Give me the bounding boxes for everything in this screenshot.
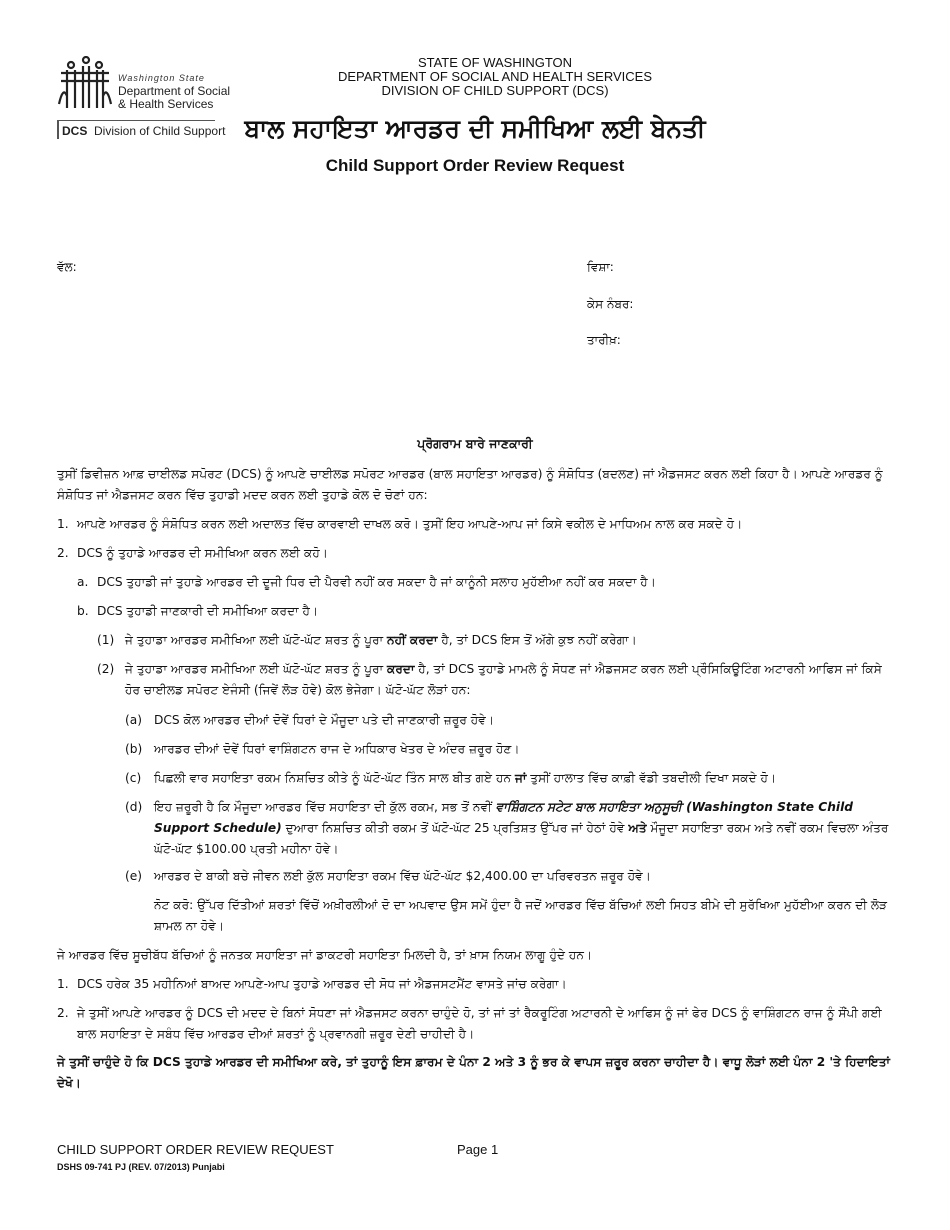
sub-text-bold: ਨਹੀਂ ਕਰਦਾ: [387, 633, 438, 647]
list-number: 1.: [57, 977, 69, 991]
req-item-b: [125, 739, 893, 760]
sub-number: (1): [97, 633, 115, 647]
sub-number: (2): [97, 662, 115, 676]
list-number: 2.: [57, 546, 69, 560]
req-item-a: [125, 710, 893, 731]
list-item-1: [57, 514, 893, 535]
intro-paragraph: ਤੁਸੀਂ ਡਿਵੀਜ਼ਨ ਆਫ਼ ਚਾਈਲਡ ਸਪੋਰਟ (DCS) ਨੂੰ ਆਪਣੇ ਚਾਈਲਡ ਸਪੋਰਟ ਆਰਡਰ (ਬਾਲ ਸਹਾਇਤਾ ਆਰਡਰ) ਨੂੰ ਸੰਸ਼ੋਧਿਤ (ਬਦਲਣ) ਜਾਂ ਐਡਜਸਟ ਕਰਨ ਲਈ ਕਿਹਾ ਹੈ। ਆਪਣੇ ਆਰਡਰ ਨੂੰ ਸੰਸ਼ੋਧਿਤ ਜਾਂ ਐਡਜਸਟ ਕਰਨ ਵਿੱਚ ਤੁਹਾਡੀ ਮਦਦ ਕਰਨ ਲਈ ਤੁਹਾਡੇ ਕੋਲ ਦੋ ਚੋਣਾਂ ਹਨ:: [57, 467, 883, 502]
req-text-post: ਤੁਸੀਂ ਹਾਲਾਤ ਵਿੱਚ ਕਾਫ਼ੀ ਵੱਡੀ ਤਬਦੀਲੀ ਦਿਖਾ ਸਕਦੇ ਹੋ।: [526, 771, 777, 785]
req-item-d: [125, 797, 893, 860]
footer-page-number: Page 1: [457, 1142, 499, 1157]
sub-text-pre: ਜੇ ਤੁਹਾਡਾ ਆਰਡਰ ਸਮੀਖਿਆ ਲਈ ਘੱਟੋ-ਘੱਟ ਸ਼ਰਤ ਨੂੰ ਪੂਰਾ: [125, 662, 388, 676]
footer-form-id: DSHS 09-741 PJ (REV. 07/2013) Punjabi: [57, 1162, 225, 1172]
list-text: ਆਪਣੇ ਆਰਡਰ ਨੂੰ ਸੰਸ਼ੋਧਿਤ ਕਰਨ ਲਈ ਅਦਾਲਤ ਵਿੱਚ ਕਾਰਵਾਈ ਦਾਖਲ ਕਰੋ। ਤੁਸੀਂ ਇਹ ਆਪਣੇ-ਆਪ ਜਾਂ ਕਿਸੇ ਵਕੀਲ ਦੇ ਮਾਧਿਅਮ ਨਾਲ ਕਰ ਸਕਦੇ ਹੋ।: [77, 517, 743, 531]
req-item-e: [125, 866, 893, 887]
req-letter: (e): [125, 869, 143, 883]
req-text: [154, 797, 893, 860]
logo-divider: [57, 120, 215, 121]
logo-dept-line2: & Health Services: [118, 97, 214, 111]
sub-text-post: ਹੈ, ਤਾਂ DCS ਤੁਹਾਡੇ ਮਾਮਲੇ ਨੂੰ ਸੋਧਣ ਜਾਂ ਐਡਜਸਟ ਕਰਨ ਲਈ ਪ੍ਰੌਸਿਕਿਊਟਿੰਗ ਅਟਾਰਨੀ ਆਫਿਸ ਜਾਂ ਕਿਸੇ ਹੋਰ ਚਾਈਲਡ ਸਪੋਰਟ ਏਜੰਸੀ (ਜਿਵੇਂ ਲੋੜ ਹੋਵੇ) ਕੋਲ ਭੇਜੇਗਾ। ਘੱਟੋ-ਘੱਟ ਲੋੜਾਂ ਹਨ:: [125, 662, 882, 697]
list-text: DCS ਨੂੰ ਤੁਹਾਡੇ ਆਰਡਰ ਦੀ ਸਮੀਖਿਆ ਕਰਨ ਲਈ ਕਹੋ।: [77, 546, 329, 560]
req-item-c: [125, 768, 893, 789]
header-state: STATE OF WASHINGTON: [417, 55, 573, 70]
header-division: DIVISION OF CHILD SUPPORT (DCS): [381, 83, 609, 98]
req-text: DCS ਕੋਲ ਆਰਡਰ ਦੀਆਂ ਦੋਵੇਂ ਧਿਰਾਂ ਦੇ ਮੌਜੂਦਾ ਪਤੇ ਦੀ ਜਾਣਕਾਰੀ ਜ਼ਰੂਰ ਹੋਵੇ।: [154, 713, 495, 727]
list-letter: a.: [77, 575, 89, 589]
list-item-2: [57, 543, 893, 564]
sub-text-post: ਹੈ, ਤਾਂ DCS ਇਸ ਤੋਂ ਅੱਗੇ ਕੁਝ ਨਹੀਂ ਕਰੇਗਾ।: [437, 633, 637, 647]
list-letter: b.: [77, 604, 89, 618]
list-item-2b: [77, 601, 893, 622]
note-paragraph: ਨੋਟ ਕਰੋ: ਉੱਪਰ ਦਿੱਤੀਆਂ ਸ਼ਰਤਾਂ ਵਿੱਚੋਂ ਅਖ਼ੀਰਲੀਆਂ ਦੋ ਦਾ ਅਪਵਾਦ ਉਸ ਸਮੇਂ ਹੁੰਦਾ ਹੈ ਜਦੋਂ ਆਰਡਰ ਵਿੱਚ ਬੱਚਿਆਂ ਲਈ ਸਿਹਤ ਬੀਮੇ ਦੀ ਸੁਰੱਖਿਆ ਮੁਹੱਈਆ ਕਰਨ ਦੀ ਲੋੜ ਸ਼ਾਮਲ ਨਾ ਹੋਵੇ।: [154, 898, 888, 933]
list-number: 1.: [57, 517, 69, 531]
closing-instruction: ਜੇ ਤੁਸੀਂ ਚਾਹੁੰਦੇ ਹੋ ਕਿ DCS ਤੁਹਾਡੇ ਆਰਡਰ ਦੀ ਸਮੀਖਿਆ ਕਰੇ, ਤਾਂ ਤੁਹਾਨੂੰ ਇਸ ਫ਼ਾਰਮ ਦੇ ਪੰਨਾ 2 ਅਤੇ 3 ਨੂੰ ਭਰ ਕੇ ਵਾਪਸ ਜ਼ਰੂਰ ਕਰਨਾ ਚਾਹੀਦਾ ਹੈ। ਵਾਧੂ ਲੋੜਾਂ ਲਈ ਪੰਨਾ 2 'ਤੇ ਹਿਦਾਇਤਾਂ ਦੇਖੋ।: [57, 1055, 891, 1090]
rule-item-1: [57, 974, 893, 995]
sub-item-1: [97, 630, 893, 651]
list-item-2a: [77, 572, 893, 593]
footer-form-title: CHILD SUPPORT ORDER REVIEW REQUEST: [57, 1142, 334, 1157]
to-field-label: ਵੱਲ:: [57, 260, 77, 274]
req-text: ਆਰਡਰ ਦੀਆਂ ਦੋਵੇਂ ਧਿਰਾਂ ਵਾਸ਼ਿੰਗਟਨ ਰਾਜ ਦੇ ਅਧਿਕਾਰ ਖੇਤਰ ਦੇ ਅੰਦਰ ਜ਼ਰੂਰ ਹੋਣ।: [154, 742, 520, 756]
req-letter: (c): [125, 771, 142, 785]
header-department: DEPARTMENT OF SOCIAL AND HEALTH SERVICES: [338, 69, 652, 84]
program-info-heading: ਪ੍ਰੋਗਰਾਮ ਬਾਰੇ ਜਾਣਕਾਰੀ: [417, 436, 533, 451]
req-text-bold: ਜਾਂ: [514, 771, 527, 785]
date-field-label: ਤਾਰੀਖ਼:: [587, 333, 621, 347]
rule-item-2: [57, 1003, 893, 1045]
page-title-punjabi: ਬਾਲ ਸਹਾਇਤਾ ਆਰਡਰ ਦੀ ਸਮੀਖਿਆ ਲਈ ਬੇਨਤੀ: [244, 114, 706, 143]
logo-dcs-abbr: DCS: [62, 124, 88, 138]
req-letter: (b): [125, 742, 143, 756]
family-figures-icon: [59, 57, 111, 108]
req-text-bold-italic: ਵਾਸ਼ਿੰਗਟਨ ਸਟੇਟ ਬਾਲ ਸਹਾਇਤਾ ਅਨੁਸੂਚੀ (Washington State Child Support Schedule): [154, 800, 853, 835]
req-text-post: ਮੌਜੂਦਾ ਸਹਾਇਤਾ ਰਕਮ ਅਤੇ ਨਵੀਂ ਰਕਮ ਵਿਚਲਾ ਅੰਤਰ ਘੱਟੋ-ਘੱਟ $100.00 ਪ੍ਰਤੀ ਮਹੀਨਾ ਹੋਵੇ।: [154, 821, 889, 856]
logo-dept-line1: Department of Social: [118, 84, 231, 98]
assistance-paragraph: ਜੇ ਆਰਡਰ ਵਿੱਚ ਸੂਚੀਬੱਧ ਬੱਚਿਆਂ ਨੂੰ ਜਨਤਕ ਸਹਾਇਤਾ ਜਾਂ ਡਾਕਟਰੀ ਸਹਾਇਤਾ ਮਿਲਦੀ ਹੈ, ਤਾਂ ਖ਼ਾਸ ਨਿਯਮ ਲਾਗੂ ਹੁੰਦੇ ਹਨ।: [57, 948, 593, 962]
case-number-field-label: ਕੇਸ ਨੰਬਰ:: [587, 297, 634, 311]
subject-field-label: ਵਿਸ਼ਾ:: [587, 260, 614, 274]
req-letter: (a): [125, 713, 142, 727]
req-text-bold: ਅਤੇ: [628, 821, 647, 835]
logo-department-text: [118, 85, 230, 111]
logo-dcs-bar: [57, 121, 59, 139]
list-text: DCS ਤੁਹਾਡੀ ਜਾਂ ਤੁਹਾਡੇ ਆਰਡਰ ਦੀ ਦੂਜੀ ਧਿਰ ਦੀ ਪੈਰਵੀ ਨਹੀਂ ਕਰ ਸਕਦਾ ਹੈ ਜਾਂ ਕਾਨੂੰਨੀ ਸਲਾਹ ਮੁਹੱਈਆ ਨਹੀਂ ਕਰ ਸਕਦਾ ਹੈ।: [97, 575, 657, 589]
req-letter: (d): [125, 800, 143, 814]
sub-text-bold: ਕਰਦਾ: [387, 662, 415, 676]
list-text: ਜੇ ਤੁਸੀਂ ਆਪਣੇ ਆਰਡਰ ਨੂੰ DCS ਦੀ ਮਦਦ ਦੇ ਬਿਨਾਂ ਸੋਧਣਾ ਜਾਂ ਐਡਜਸਟ ਕਰਨਾ ਚਾਹੁੰਦੇ ਹੋ, ਤਾਂ ਜਾਂ ਤਾਂ ਰੈਕਰੂਟਿੰਗ ਅਟਾਰਨੀ ਦੇ ਆਫਿਸ ਨੂੰ ਜਾਂ ਫੇਰ DCS ਨੂੰ ਵਾਸ਼ਿੰਗਟਨ ਰਾਜ ਨੂੰ ਸੌਂਪੀ ਗਈ ਬਾਲ ਸਹਾਇਤਾ ਦੇ ਸਬੰਧ ਵਿੱਚ ਆਰਡਰ ਦੀਆਂ ਸ਼ਰਤਾਂ ਨੂੰ ਪ੍ਰਵਾਨਗੀ ਜ਼ਰੂਰ ਦੇਣੀ ਚਾਹੀਦੀ ਹੈ।: [77, 1006, 882, 1041]
sub-text: [125, 659, 893, 701]
sub-text-pre: ਜੇ ਤੁਹਾਡਾ ਆਰਡਰ ਸਮੀਖਿਆ ਲਈ ਘੱਟੋ-ਘੱਟ ਸ਼ਰਤ ਨੂੰ ਪੂਰਾ: [125, 633, 388, 647]
page-title-english: Child Support Order Review Request: [325, 156, 625, 175]
sub-item-2: [97, 659, 893, 701]
logo-dcs-name: Division of Child Support: [94, 124, 226, 138]
list-number: 2.: [57, 1006, 69, 1020]
list-text: DCS ਹਰੇਕ 35 ਮਹੀਨਿਆਂ ਬਾਅਦ ਆਪਣੇ-ਆਪ ਤੁਹਾਡੇ ਆਰਡਰ ਦੀ ਸੋਧ ਜਾਂ ਐਡਜਸਟਮੈਂਟ ਵਾਸਤੇ ਜਾਂਚ ਕਰੇਗਾ।: [77, 977, 567, 991]
list-text: DCS ਤੁਹਾਡੀ ਜਾਣਕਾਰੀ ਦੀ ਸਮੀਖਿਆ ਕਰਦਾ ਹੈ।: [97, 604, 319, 618]
req-text-mid: ਦੁਆਰਾ ਨਿਸ਼ਚਿਤ ਕੀਤੀ ਰਕਮ ਤੋਂ ਘੱਟੋ-ਘੱਟ 25 ਪ੍ਰਤਿਸ਼ਤ ਉੱਪਰ ਜਾਂ ਹੇਠਾਂ ਹੋਵੇ: [281, 821, 629, 835]
req-text-pre: ਇਹ ਜ਼ਰੂਰੀ ਹੈ ਕਿ ਮੌਜੂਦਾ ਆਰਡਰ ਵਿੱਚ ਸਹਾਇਤਾ ਦੀ ਕੁੱਲ ਰਕਮ, ਸਭ ਤੋਂ ਨਵੀਂ: [154, 800, 496, 814]
sub-text: [125, 630, 637, 651]
req-text: [154, 768, 776, 789]
logo-state-text: Washington State: [118, 73, 205, 83]
req-text-pre: ਪਿਛਲੀ ਵਾਰ ਸਹਾਇਤਾ ਰਕਮ ਨਿਸ਼ਚਿਤ ਕੀਤੇ ਨੂੰ ਘੱਟੋ-ਘੱਟ ਤਿੰਨ ਸਾਲ ਬੀਤ ਗਏ ਹਨ: [154, 771, 515, 785]
req-text: ਆਰਡਰ ਦੇ ਬਾਕੀ ਬਚੇ ਜੀਵਨ ਲਈ ਕੁੱਲ ਸਹਾਇਤਾ ਰਕਮ ਵਿੱਚ ਘੱਟੋ-ਘੱਟ $2,400.00 ਦਾ ਪਰਿਵਰਤਨ ਜ਼ਰੂਰ ਹੋਵੇ।: [154, 869, 652, 883]
